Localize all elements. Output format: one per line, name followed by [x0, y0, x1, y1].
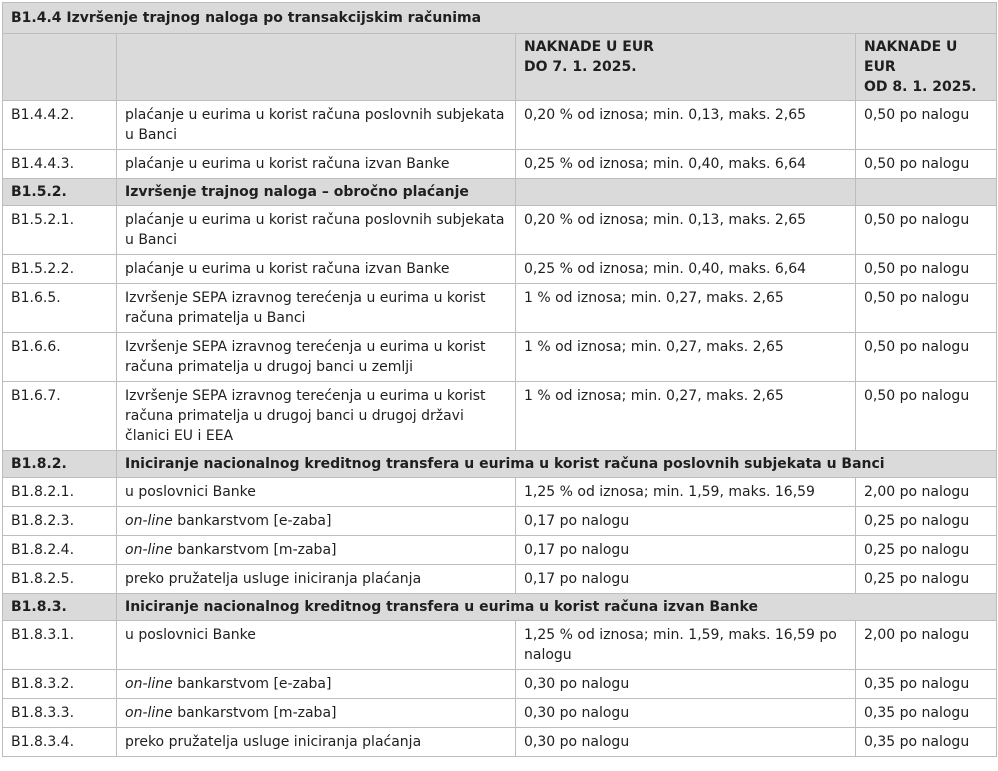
table-row — [3, 728, 997, 757]
section-row — [3, 594, 997, 621]
table-title-row — [3, 3, 997, 34]
row-fee-new: 0,35 po nalogu — [856, 728, 997, 757]
table-row — [3, 565, 997, 594]
row-code: B1.8.2.1. — [3, 478, 117, 507]
row-description — [117, 670, 516, 699]
row-fee-new: 0,50 po nalogu — [856, 206, 997, 255]
row-code: B1.4.4.3. — [3, 150, 117, 179]
row-code: B1.8.3.4. — [3, 728, 117, 757]
row-description: u poslovnici Banke — [117, 621, 516, 670]
table-row — [3, 206, 997, 255]
table-row — [3, 333, 997, 382]
table-title: B1.4.4 Izvršenje trajnog naloga po transakcijskim računima — [3, 3, 997, 34]
section-code: B1.5.2. — [3, 179, 117, 206]
column-header-row — [3, 34, 997, 101]
row-description-rest: bankarstvom [e-zaba] — [172, 513, 332, 529]
table-row — [3, 255, 997, 284]
row-code: B1.6.6. — [3, 333, 117, 382]
row-fee-new: 0,35 po nalogu — [856, 670, 997, 699]
row-fee-old: 1,25 % od iznosa; min. 1,59, maks. 16,59 po nalogu — [516, 621, 856, 670]
header-fee-new: NAKNADE U EUR OD 8. 1. 2025. — [856, 34, 997, 101]
table-row — [3, 101, 997, 150]
row-description: Izvršenje SEPA izravnog terećenja u eurima u korist računa primatelja u Banci — [117, 284, 516, 333]
row-code: B1.8.3.3. — [3, 699, 117, 728]
row-description-rest: bankarstvom [m-zaba] — [172, 705, 337, 721]
row-fee-new: 0,50 po nalogu — [856, 382, 997, 451]
row-fee-new: 0,35 po nalogu — [856, 699, 997, 728]
row-code: B1.8.2.3. — [3, 507, 117, 536]
row-description — [117, 536, 516, 565]
row-code: B1.8.2.4. — [3, 536, 117, 565]
table-row — [3, 284, 997, 333]
row-fee-new: 0,50 po nalogu — [856, 284, 997, 333]
section-code: B1.8.2. — [3, 451, 117, 478]
row-fee-new: 0,50 po nalogu — [856, 255, 997, 284]
table-row — [3, 699, 997, 728]
row-fee-new: 2,00 po nalogu — [856, 478, 997, 507]
row-code: B1.6.7. — [3, 382, 117, 451]
row-description: plaćanje u eurima u korist računa poslovnih subjekata u Banci — [117, 101, 516, 150]
row-description: u poslovnici Banke — [117, 478, 516, 507]
row-fee-new: 0,50 po nalogu — [856, 101, 997, 150]
row-fee-old: 1,25 % od iznosa; min. 1,59, maks. 16,59 — [516, 478, 856, 507]
row-fee-new: 2,00 po nalogu — [856, 621, 997, 670]
row-fee-old: 1 % od iznosa; min. 0,27, maks. 2,65 — [516, 284, 856, 333]
row-fee-old: 0,17 po nalogu — [516, 536, 856, 565]
table-row — [3, 621, 997, 670]
section-row — [3, 451, 997, 478]
row-description-italic: on-line — [125, 513, 173, 529]
row-fee-old: 0,25 % od iznosa; min. 0,40, maks. 6,64 — [516, 150, 856, 179]
row-fee-old: 0,30 po nalogu — [516, 699, 856, 728]
table-row — [3, 478, 997, 507]
row-code: B1.4.4.2. — [3, 101, 117, 150]
row-description — [117, 507, 516, 536]
header-spacer — [117, 34, 516, 101]
row-code: B1.5.2.1. — [3, 206, 117, 255]
row-description-italic: on-line — [125, 542, 173, 558]
row-description — [117, 699, 516, 728]
row-fee-new: 0,25 po nalogu — [856, 536, 997, 565]
section-title: Izvršenje trajnog naloga – obročno plaćanje — [117, 179, 516, 206]
row-fee-old: 1 % od iznosa; min. 0,27, maks. 2,65 — [516, 382, 856, 451]
section-spacer — [856, 179, 997, 206]
table-row — [3, 150, 997, 179]
row-description-rest: bankarstvom [e-zaba] — [172, 676, 332, 692]
row-fee-old: 0,17 po nalogu — [516, 507, 856, 536]
section-spacer — [516, 179, 856, 206]
row-fee-new: 0,25 po nalogu — [856, 507, 997, 536]
section-row — [3, 179, 997, 206]
row-description-rest: bankarstvom [m-zaba] — [172, 542, 337, 558]
row-fee-new: 0,50 po nalogu — [856, 150, 997, 179]
header-fee-old: NAKNADE U EUR DO 7. 1. 2025. — [516, 34, 856, 101]
row-fee-old: 0,17 po nalogu — [516, 565, 856, 594]
header-spacer — [3, 34, 117, 101]
row-code: B1.8.3.2. — [3, 670, 117, 699]
row-description: Izvršenje SEPA izravnog terećenja u eurima u korist računa primatelja u drugoj banci u zemlji — [117, 333, 516, 382]
row-description: plaćanje u eurima u korist računa poslovnih subjekata u Banci — [117, 206, 516, 255]
table-row — [3, 536, 997, 565]
table-row — [3, 382, 997, 451]
row-code: B1.5.2.2. — [3, 255, 117, 284]
row-description: preko pružatelja usluge iniciranja plaćanja — [117, 728, 516, 757]
fee-table — [2, 2, 997, 757]
row-description: plaćanje u eurima u korist računa izvan Banke — [117, 150, 516, 179]
table-row — [3, 507, 997, 536]
row-fee-old: 0,30 po nalogu — [516, 670, 856, 699]
row-code: B1.8.2.5. — [3, 565, 117, 594]
row-fee-new: 0,25 po nalogu — [856, 565, 997, 594]
row-fee-new: 0,50 po nalogu — [856, 333, 997, 382]
row-fee-old: 0,20 % od iznosa; min. 0,13, maks. 2,65 — [516, 101, 856, 150]
section-code: B1.8.3. — [3, 594, 117, 621]
row-description: Izvršenje SEPA izravnog terećenja u eurima u korist računa primatelja u drugoj banci u drugoj državi članici EU i EEA — [117, 382, 516, 451]
section-title: Iniciranje nacionalnog kreditnog transfera u eurima u korist računa izvan Banke — [117, 594, 997, 621]
row-fee-old: 0,30 po nalogu — [516, 728, 856, 757]
section-title: Iniciranje nacionalnog kreditnog transfera u eurima u korist računa poslovnih subjekata u Banci — [117, 451, 997, 478]
row-description-italic: on-line — [125, 705, 173, 721]
row-code: B1.6.5. — [3, 284, 117, 333]
row-description-italic: on-line — [125, 676, 173, 692]
row-fee-old: 0,20 % od iznosa; min. 0,13, maks. 2,65 — [516, 206, 856, 255]
row-description: preko pružatelja usluge iniciranja plaćanja — [117, 565, 516, 594]
row-fee-old: 1 % od iznosa; min. 0,27, maks. 2,65 — [516, 333, 856, 382]
table-row — [3, 670, 997, 699]
row-code: B1.8.3.1. — [3, 621, 117, 670]
row-fee-old: 0,25 % od iznosa; min. 0,40, maks. 6,64 — [516, 255, 856, 284]
row-description: plaćanje u eurima u korist računa izvan Banke — [117, 255, 516, 284]
